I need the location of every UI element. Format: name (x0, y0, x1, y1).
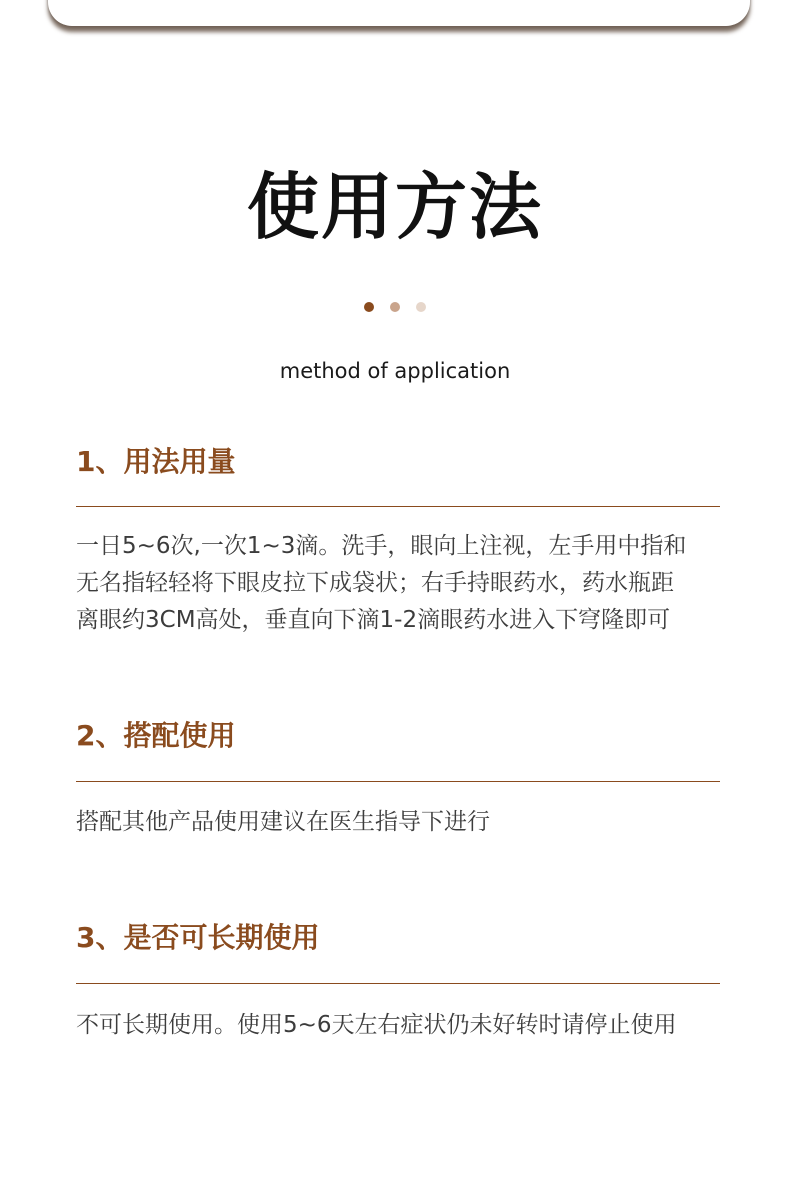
section-heading: 2、搭配使用 (76, 719, 236, 752)
top-card (48, 0, 750, 26)
section-body: 不可长期使用。使用5~6天左右症状仍未好转时请停止使用 (76, 1012, 677, 1038)
section-usage-dosage (76, 444, 720, 639)
page-subtitle: method of application (279, 359, 511, 383)
section-combined-use (76, 718, 720, 841)
section-divider (76, 506, 720, 507)
section-divider (76, 983, 720, 984)
indicator-dot (364, 302, 374, 312)
indicator-dot (416, 302, 426, 312)
section-long-term-use (76, 920, 720, 1044)
page-indicator (0, 302, 790, 312)
section-divider (76, 781, 720, 782)
section-body: 搭配其他产品使用建议在医生指导下进行 (76, 809, 490, 835)
section-body: 一日5~6次,一次1~3滴。洗手，眼向上注视，左手用中指和 无名指轻轻将下眼皮拉下成袋状；右手持眼药水，药水瓶距 离眼约3CM高处，垂直向下滴1-2滴眼药水进入下穹隆即可 (76, 533, 687, 633)
section-heading: 1、用法用量 (76, 445, 236, 478)
indicator-dot (390, 302, 400, 312)
section-heading: 3、是否可长期使用 (76, 921, 320, 954)
page-title: 使用方法 (246, 165, 543, 249)
